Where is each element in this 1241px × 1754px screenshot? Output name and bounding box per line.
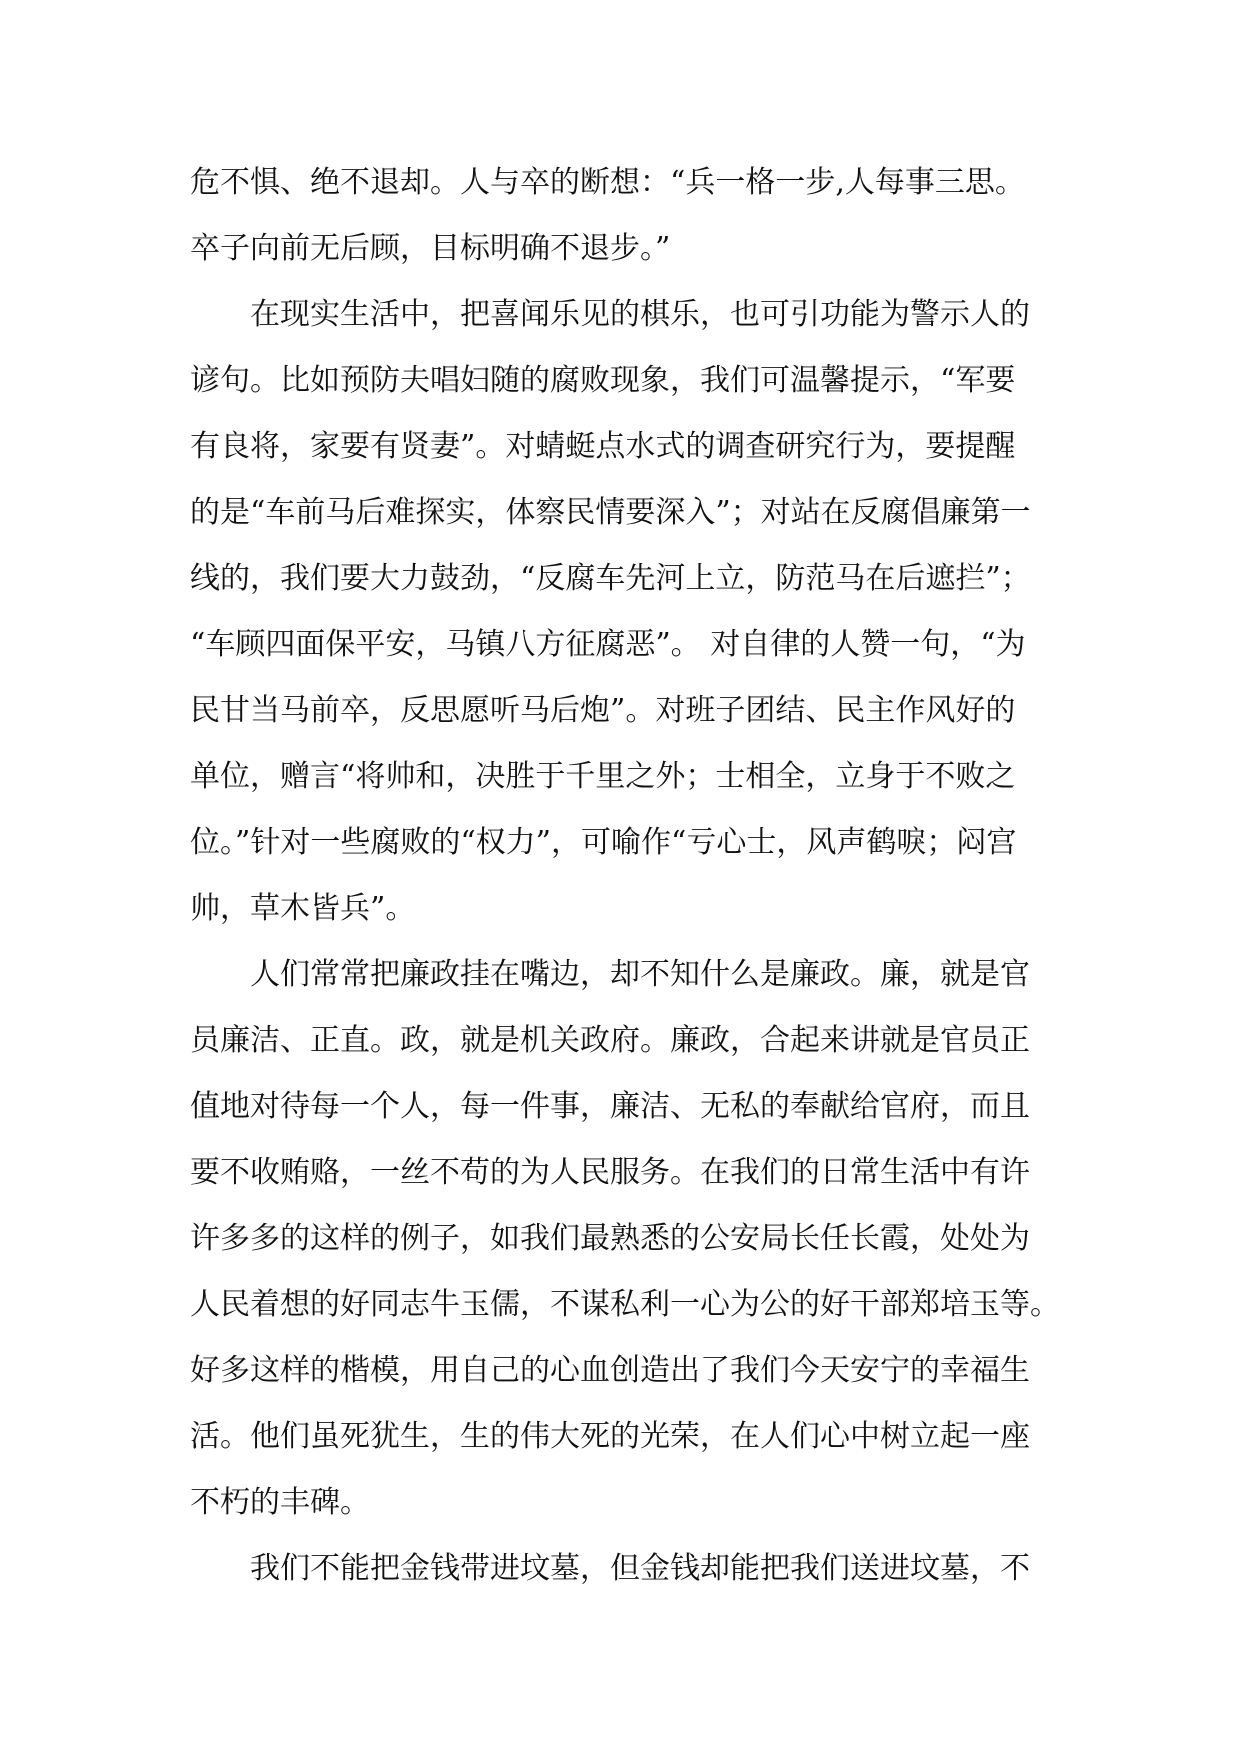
text-line: 危不惧、绝不退却。人与卒的断想：“兵一格一步,人每事三思。: [190, 165, 1025, 200]
text-line: 单位，赠言“将帅和，决胜于千里之外；士相全，立身于不败之: [190, 759, 1016, 794]
text-line: 民甘当马前卒，反思愿听马后炮”。对班子团结、民主作风好的: [190, 693, 1016, 728]
text-line: 人们常常把廉政挂在嘴边，却不知什么是廉政。廉，就是官: [190, 957, 1030, 992]
text-line: 员廉洁、正直。政，就是机关政府。廉政，合起来讲就是官员正: [190, 1023, 1030, 1058]
text-line: 卒子向前无后顾，目标明确不退步。”: [190, 231, 671, 266]
text-line: 我们不能把金钱带进坟墓，但金钱却能把我们送进坟墓，不: [190, 1551, 1030, 1586]
text-line: 许多多的这样的例子，如我们最熟悉的公安局长任长霞，处处为: [190, 1221, 1030, 1256]
text-line: 谚句。比如预防夫唱妇随的腐败现象，我们可温馨提示，“军要: [190, 363, 1016, 398]
text-line: 值地对待每一个人，每一件事，廉洁、无私的奉献给官府，而且: [190, 1089, 1030, 1124]
text-line: 的是“车前马后难探实，体察民情要深入”；对站在反腐倡廉第一: [190, 495, 1031, 530]
text-line: 帅，草木皆兵”。: [190, 891, 416, 926]
text-line: 在现实生活中，把喜闻乐见的棋乐，也可引功能为警示人的: [190, 297, 1030, 332]
text-line: 活。他们虽死犹生，生的伟大死的光荣，在人们心中树立起一座: [190, 1419, 1030, 1454]
text-line: 人民着想的好同志牛玉儒，不谋私利一心为公的好干部郑培玉等。: [190, 1287, 1060, 1322]
text-line: 要不收贿赂，一丝不苟的为人民服务。在我们的日常生活中有许: [190, 1155, 1030, 1190]
text-line: 位。”针对一些腐败的“权力”，可喻作“亏心士，风声鹤唳；闷宫: [190, 825, 1017, 860]
text-line: “车顾四面保平安，马镇八方征腐恶”。 对自律的人赞一句，“为: [190, 627, 1026, 662]
text-line: 好多这样的楷模，用自己的心血创造出了我们今天安宁的幸福生: [190, 1353, 1030, 1388]
text-line: 线的，我们要大力鼓劲，“反腐车先河上立，防范马在后遮拦”；: [190, 561, 1031, 596]
text-line: 不朽的丰碑。: [190, 1485, 370, 1520]
body-text: [190, 150, 1060, 1602]
text-line: 有良将，家要有贤妻”。对蜻蜓点水式的调查研究行为，要提醒: [190, 429, 1016, 464]
